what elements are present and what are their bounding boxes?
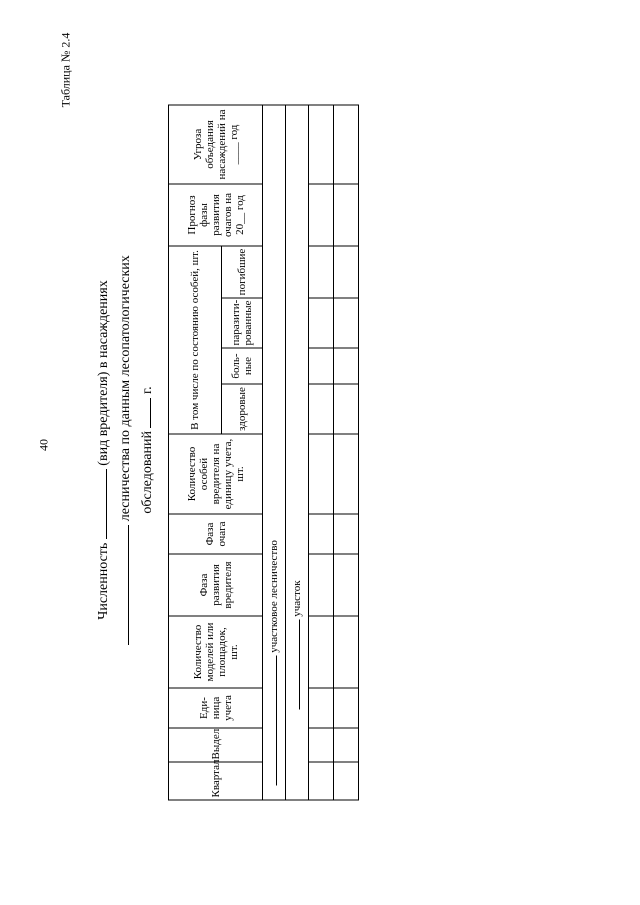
header-healthy: здоровые — [222, 384, 263, 434]
title-line3-prefix: обследований — [140, 431, 155, 514]
label-district-forestry: участковое лесничество — [268, 540, 280, 653]
page-number: 40 — [36, 439, 51, 451]
header-threat: Угроза объедания насаждений на ____ год — [169, 105, 263, 184]
row-district-forestry — [263, 105, 286, 800]
header-parasitized: паразити-рованные — [222, 298, 263, 348]
header-unit: Еди-ница учета — [169, 688, 263, 728]
table-container — [168, 106, 352, 801]
title-prefix: Численность — [96, 542, 111, 620]
header-phase-focus: Фаза очага — [169, 514, 263, 554]
header-forecast: Прогноз фазы развития очагов на 20__ год — [169, 184, 263, 246]
header-models: Количество моделей или площадок, шт. — [169, 616, 263, 688]
table-row — [309, 105, 334, 800]
header-sick: боль-ные — [222, 348, 263, 384]
header-including: В том числе по состоянию особей, шт. — [169, 246, 222, 434]
blank-plot — [299, 620, 300, 710]
row-plot — [286, 105, 309, 800]
blank-pest-type — [92, 469, 107, 539]
table-row — [334, 105, 359, 800]
header-vydel: Выдел — [169, 728, 263, 762]
blank-district — [276, 656, 277, 786]
header-dead: погибшие — [222, 246, 263, 298]
header-kvartal: Квартал — [169, 762, 263, 800]
title-line2: лесничества по данным лесопатологических — [118, 255, 133, 522]
title-line1-suffix: (вид вредителя) в насаждениях — [96, 280, 111, 466]
blank-year — [136, 398, 151, 428]
pest-table — [168, 105, 359, 801]
blank-forestry — [114, 525, 129, 645]
document-title — [92, 240, 158, 660]
header-phase-pest: Фаза развития вредителя — [169, 554, 263, 616]
title-line3-suffix: г. — [140, 386, 155, 395]
table-number: Таблица № 2.4 — [58, 32, 73, 108]
header-count: Количество особей вредителя на единицу учета, шт. — [169, 434, 263, 514]
label-plot: участок — [291, 580, 303, 617]
